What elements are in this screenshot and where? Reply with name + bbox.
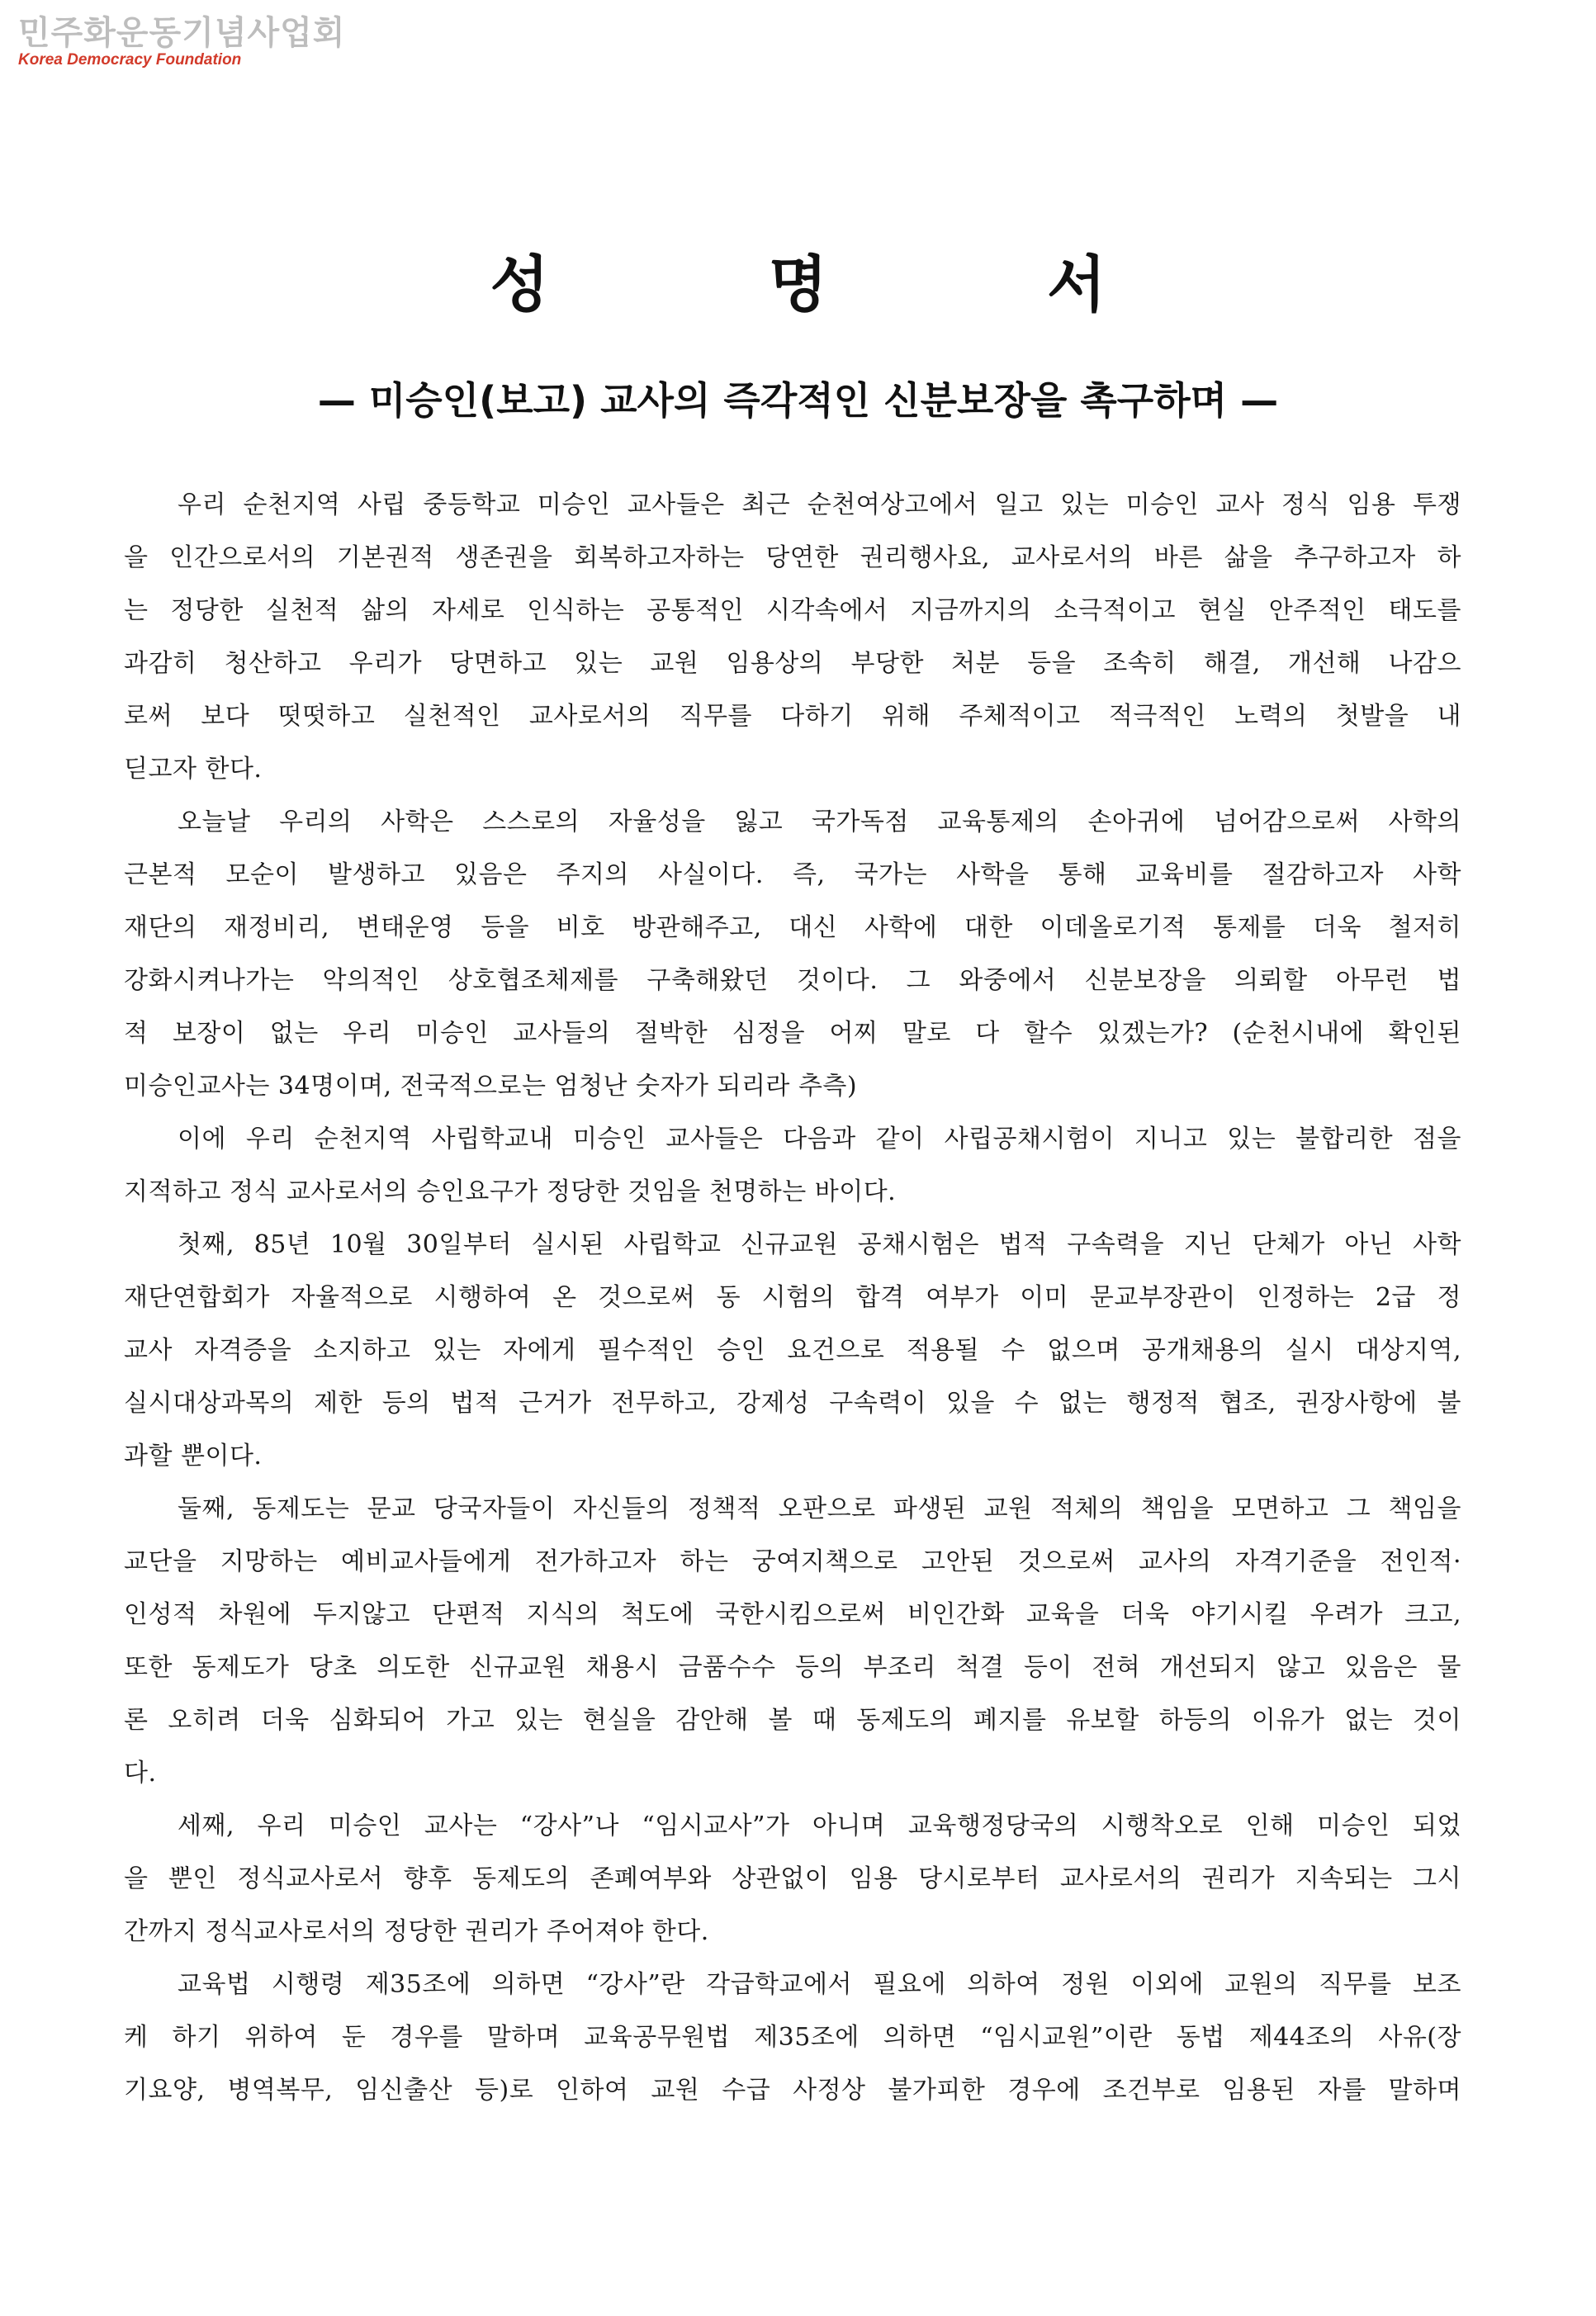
document-title: 성 명 서 xyxy=(490,249,1205,320)
paragraph-second-point xyxy=(124,1483,1461,1800)
text-line: 둘째, 동제도는 문교 당국자들이 자신들의 정책적 오판으로 파생된 교원 적체의 책임을 모면하고 그 책임을 xyxy=(178,1494,1461,1523)
text-line: 미승인교사는 34명이며, 전국적으로는 엄청난 숫자가 되리라 추측) xyxy=(124,1072,858,1101)
text-line: 세째, 우리 미승인 교사는 “강사”나 “임시교사”가 아니며 교육행정당국의 시행착오로 인해 미승인 되었 xyxy=(178,1812,1461,1840)
text-line: 과감히 청산하고 우리가 당면하고 있는 교원 임용상의 부당한 처분 등을 조속히 해결, 개선해 나감으 xyxy=(124,649,1461,678)
text-line: 실시대상과목의 제한 등의 법적 근거가 전무하고, 강제성 구속력이 있을 수 없는 행정적 협조, 권장사항에 불 xyxy=(124,1389,1461,1418)
paragraph-background xyxy=(124,796,1461,1113)
text-line: 교육법 시행령 제35조에 의하면 “강사”란 각급학교에서 필요에 의하여 정원 이외에 교원의 직무를 보조 xyxy=(178,1970,1461,1999)
text-line: 케 하기 위하여 둔 경우를 말하며 교육공무원법 제35조에 의하면 “임시교원”이란 동법 제44조의 사유(장 xyxy=(124,2023,1461,2052)
watermark-english-text: Korea Democracy Foundation xyxy=(18,51,242,69)
paragraph-legal-basis xyxy=(124,1958,1461,2117)
paragraph-first-point xyxy=(124,1219,1461,1483)
text-line: 근본적 모순이 발생하고 있음은 주지의 사실이다. 즉, 국가는 사학을 통해 교육비를 절감하고자 사학 xyxy=(124,860,1461,889)
text-line: 간까지 정식교사로서의 정당한 권리가 주어져야 한다. xyxy=(124,1917,709,1946)
text-line: 적 보장이 없는 우리 미승인 교사들의 절박한 심정을 어찌 말로 다 할수 있겠는가? (순천시내에 확인된 xyxy=(124,1019,1461,1048)
paragraph-declaration xyxy=(124,1113,1461,1219)
paragraph-third-point xyxy=(124,1800,1461,1958)
text-line: 론 오히려 더욱 심화되어 가고 있는 현실을 감안해 볼 때 동제도의 폐지를 유보할 하등의 이유가 없는 것이 xyxy=(124,1706,1461,1735)
text-line: 교단을 지망하는 예비교사들에게 전가하고자 하는 궁여지책으로 고안된 것으로써 교사의 자격기준을 전인적· xyxy=(124,1547,1461,1576)
text-line: 기요양, 병역복무, 임신출산 등)로 인하여 교원 수급 사정상 불가피한 경우에 조건부로 임용된 자를 말하며 xyxy=(124,2076,1461,2105)
text-line: 교사 자격증을 소지하고 있는 자에게 필수적인 승인 요건으로 적용될 수 없으며 공개채용의 실시 대상지역, xyxy=(124,1336,1461,1365)
text-line: 첫째, 85년 10월 30일부터 실시된 사립학교 신규교원 공채시험은 법적 구속력을 지닌 단체가 아닌 사학 xyxy=(178,1230,1461,1259)
text-line: 강화시켜나가는 악의적인 상호협조체제를 구축해왔던 것이다. 그 와중에서 신분보장을 의뢰할 아무런 법 xyxy=(124,966,1461,995)
text-line: 딛고자 한다. xyxy=(124,755,263,784)
paragraph-intro xyxy=(124,479,1461,796)
text-line: 인성적 차원에 두지않고 단편적 지식의 척도에 국한시킴으로써 비인간화 교육을 더욱 야기시킬 우려가 크고, xyxy=(124,1600,1461,1629)
text-line: 재단연합회가 자율적으로 시행하여 온 것으로써 동 시험의 합격 여부가 이미 문교부장관이 인정하는 2급 정 xyxy=(124,1283,1461,1312)
document-subtitle: — 미승인(보고) 교사의 즉각적인 신분보장을 촉구하며 — xyxy=(317,378,1279,423)
document-body xyxy=(124,479,1461,2117)
text-line: 우리 순천지역 사립 중등학교 미승인 교사들은 최근 순천여상고에서 일고 있는 미승인 교사 정식 임용 투쟁 xyxy=(178,490,1461,519)
text-line: 는 정당한 실천적 삶의 자세로 인식하는 공통적인 시각속에서 지금까지의 소극적이고 현실 안주적인 태도를 xyxy=(124,596,1461,625)
watermark-korean-text: 민주화운동기념사업회 xyxy=(18,14,346,52)
watermark-logo xyxy=(18,14,346,69)
text-line: 지적하고 정식 교사로서의 승인요구가 정당한 것임을 천명하는 바이다. xyxy=(124,1177,897,1206)
text-line: 재단의 재정비리, 변태운영 등을 비호 방관해주고, 대신 사학에 대한 이데올로기적 통제를 더욱 철저히 xyxy=(124,913,1461,942)
text-line: 과할 뿐이다. xyxy=(124,1442,263,1471)
text-line: 을 뿐인 정식교사로서 향후 동제도의 존폐여부와 상관없이 임용 당시로부터 교사로서의 권리가 지속되는 그시 xyxy=(124,1864,1461,1893)
text-line: 오늘날 우리의 사학은 스스로의 자율성을 잃고 국가독점 교육통제의 손아귀에 넘어감으로써 사학의 xyxy=(178,808,1461,836)
text-line: 로써 보다 떳떳하고 실천적인 교사로서의 직무를 다하기 위해 주체적이고 적극적인 노력의 첫발을 내 xyxy=(124,702,1461,731)
text-line: 을 인간으로서의 기본권적 생존권을 회복하고자하는 당연한 권리행사요, 교사로서의 바른 삶을 추구하고자 하 xyxy=(124,543,1461,572)
text-line: 이에 우리 순천지역 사립학교내 미승인 교사들은 다음과 같이 사립공채시험이 지니고 있는 불합리한 점을 xyxy=(178,1125,1461,1153)
text-line: 또한 동제도가 당초 의도한 신규교원 채용시 금품수수 등의 부조리 척결 등이 전혀 개선되지 않고 있음은 물 xyxy=(124,1653,1461,1682)
text-line: 다. xyxy=(124,1759,157,1788)
